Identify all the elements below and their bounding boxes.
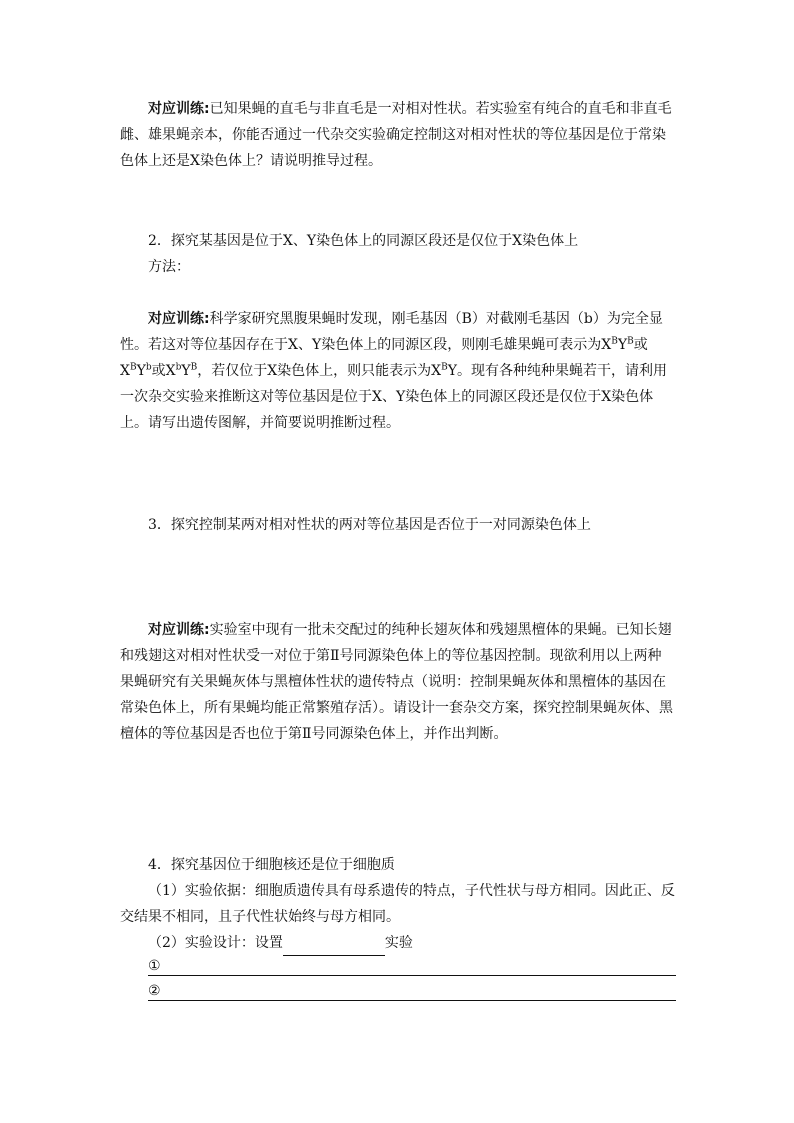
section-4-heading-text: 4．探究基因位于细胞核还是位于细胞质 — [148, 857, 395, 873]
genotype-sup: b — [175, 362, 182, 373]
design-suffix: 实验 — [384, 935, 413, 951]
genotype-or: 或X — [120, 337, 648, 379]
genotype-y: Y — [136, 363, 146, 379]
section-4-design — [120, 930, 675, 956]
question-2-text-1: 科学家研究黑腹果蝇时发现，刚毛基因（B）对截刚毛基因（b）为完全显性。若这对等位基因存在于X、Y染色体上的同源区段，则刚毛雄果蝇可表示为X — [120, 311, 663, 353]
question-3 — [120, 617, 675, 747]
genotype-sup: B — [611, 336, 618, 347]
section-3-heading — [120, 512, 675, 538]
section-2-method — [120, 254, 675, 280]
training-label: 对应训练: — [148, 101, 210, 117]
question-1 — [120, 96, 675, 174]
design-blank[interactable] — [283, 939, 385, 956]
method-label: 方法： — [148, 259, 190, 275]
item-1-label: ① — [148, 958, 161, 974]
genotype-sup: B — [190, 362, 198, 373]
basis-text: （1）实验依据：细胞质遗传具有母系遗传的特点，子代性状与母方相同。因此正、反交结果不相同，且子代性状始终与母方相同。 — [120, 883, 675, 925]
section-2-heading-text: 2．探究某基因是位于X、Y染色体上的同源区段还是仅位于X染色体上 — [148, 233, 579, 249]
question-2 — [120, 306, 675, 436]
answer-line-1[interactable] — [148, 955, 676, 976]
question-2-text-2: ，若仅位于X染色体上，则只能表示为X — [197, 363, 442, 379]
genotype-y: Y — [181, 363, 191, 379]
genotype-y: Y — [617, 337, 628, 353]
design-prefix: （2）实验设计：设置 — [148, 935, 283, 951]
question-2-text-3: Y。现有各种纯种果蝇若干，请利用一次杂交实验来推断这对等位基因是位于X、Y染色体上的同源区段还是仅位于X染色体上。请写出遗传图解，并简要说明推断过程。 — [120, 363, 668, 431]
training-label: 对应训练: — [148, 311, 210, 327]
answer-line-2[interactable] — [148, 980, 676, 1001]
section-4-basis — [120, 878, 675, 930]
section-3-heading-text: 3．探究控制某两对相对性状的两对等位基因是否位于一对同源染色体上 — [148, 517, 591, 533]
section-2-heading — [120, 228, 675, 254]
genotype-sup: B — [441, 362, 448, 373]
training-label: 对应训练: — [148, 622, 210, 638]
genotype-sup: B — [627, 336, 634, 347]
genotype-sup: B — [129, 362, 137, 373]
section-4-heading — [120, 852, 675, 878]
item-2-label: ② — [148, 983, 161, 999]
question-1-text: 已知果蝇的直毛与非直毛是一对相对性状。若实验室有纯合的直毛和非直毛雌、雄果蝇亲本，你能否通过一代杂交实验确定控制这对相对性状的等位基因是位于常染色体上还是X染色体上？请说明推导过程。 — [120, 101, 672, 169]
genotype-or: 或X — [151, 363, 176, 379]
question-3-text: 实验室中现有一批未交配过的纯种长翅灰体和残翅黑檀体的果蝇。已知长翅和残翅这对相对性状受一对位于第Ⅱ号同源染色体上的等位基因控制。现欲利用以上两种果蝇研究有关果蝇灰体与黑檀体性状的遗传特点（说明：控制果蝇灰体和黑檀体的基因在常染色体上，所有果蝇均能正常繁殖存活）。请设计一套杂交方案，探究控制果蝇灰体、黑檀体的等位基因是否也位于第Ⅱ号同源染色体上，并作出判断。 — [120, 622, 673, 742]
genotype-sup: b — [145, 362, 152, 373]
